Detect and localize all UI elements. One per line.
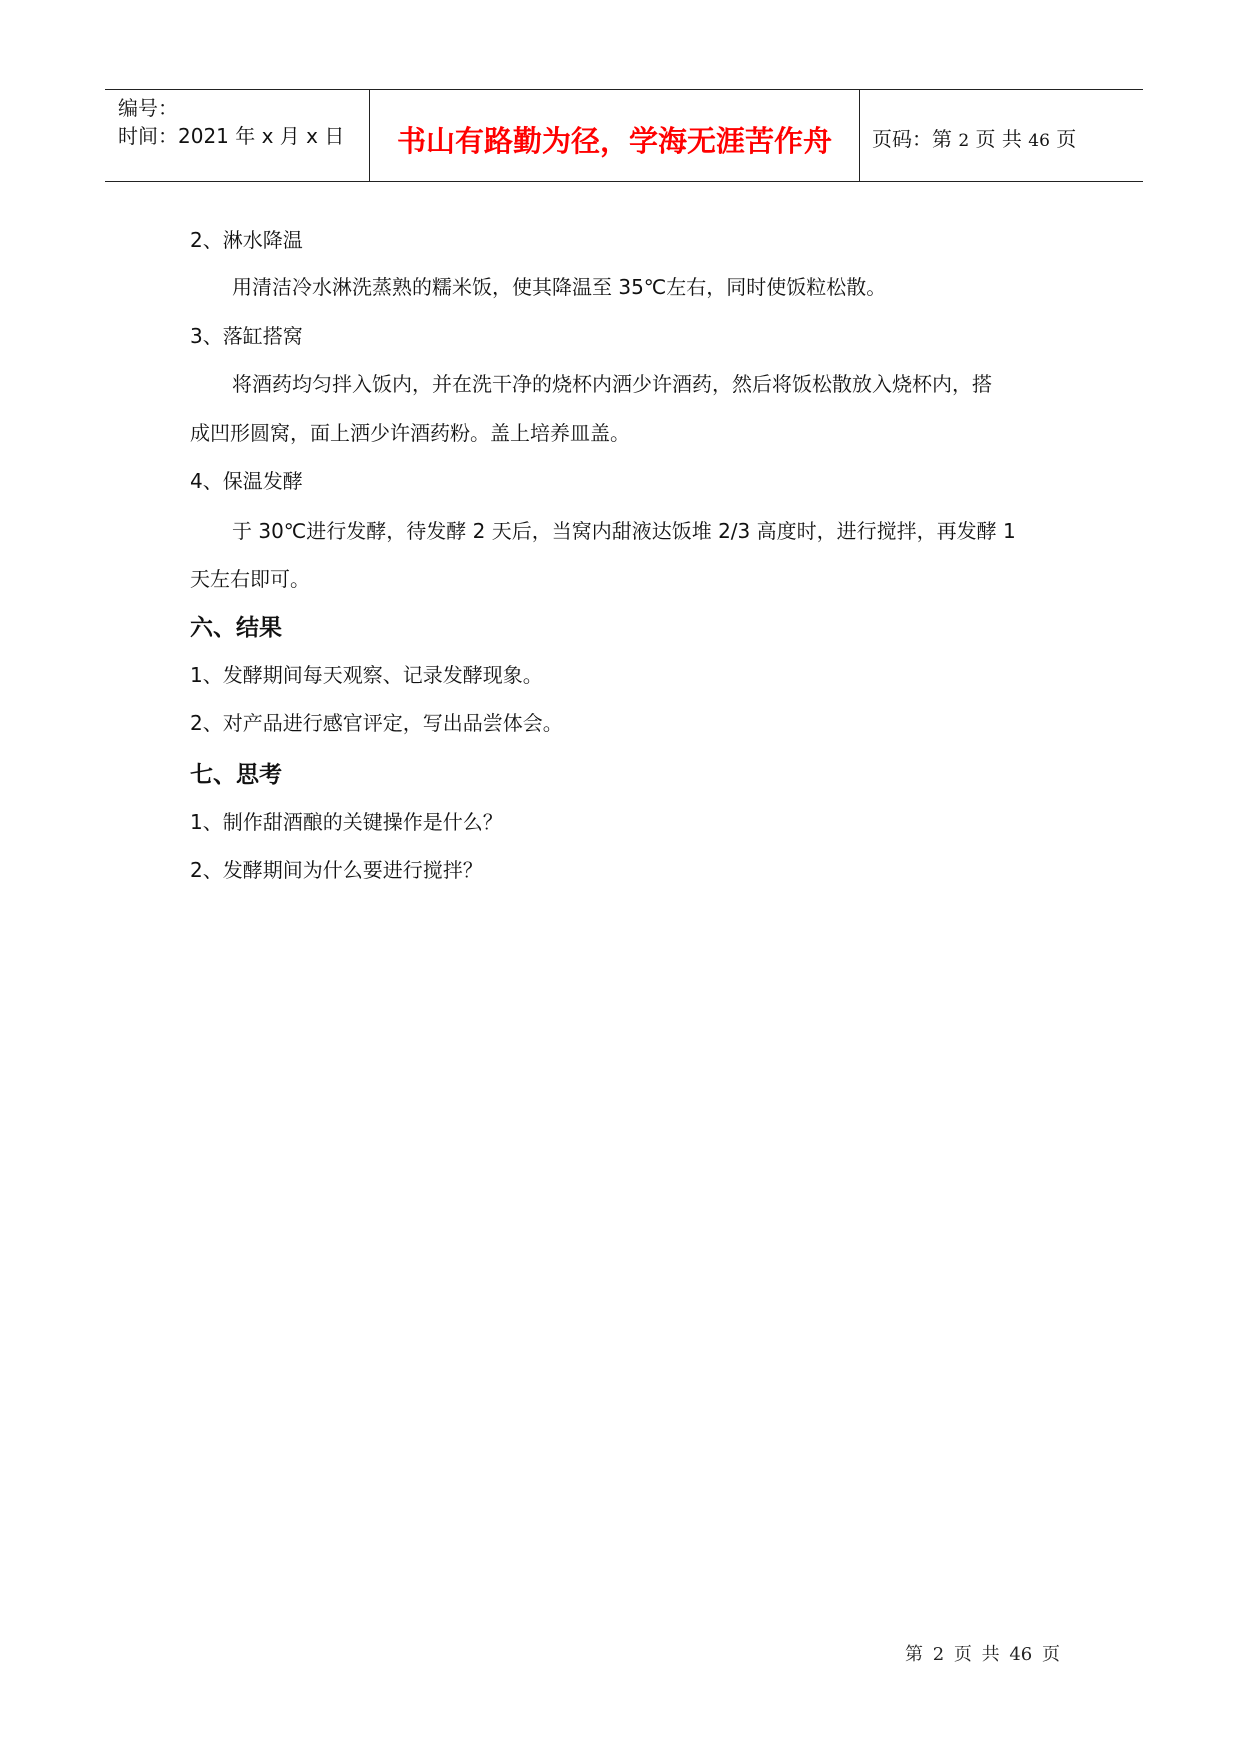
result-item-2: 2、对产品进行感官评定，写出品尝体会。 <box>190 711 563 735</box>
page-mid: 页 共 <box>969 127 1029 151</box>
step4-text-line2: 天左右即可。 <box>190 567 310 591</box>
step2-text: 用清洁冷水淋洗蒸熟的糯米饭，使其降温至 35℃左右，同时使饭粒松散。 <box>232 275 887 299</box>
step3-title: 3、落缸搭窝 <box>190 324 303 348</box>
think-item-1: 1、制作甜酒酿的关键操作是什么？ <box>190 810 503 834</box>
page-footer: 第 2 页 共 46 页 <box>905 1644 1060 1665</box>
step4-text-line1: 于 30℃进行发酵，待发酵 2 天后，当窝内甜液达饭堆 2/3 高度时，进行搅拌，再发酵 1 <box>232 519 1016 543</box>
page-current: 2 <box>958 131 970 151</box>
step4-title: 4、保温发酵 <box>190 469 303 493</box>
page-header <box>105 89 1143 182</box>
header-page-number <box>872 123 1076 152</box>
result-item-1: 1、发酵期间每天观察、记录发酵现象。 <box>190 663 543 687</box>
section6-heading: 六、结果 <box>190 615 282 641</box>
serial-label: 编号： <box>118 96 178 120</box>
step3-text-line2: 成凹形圆窝，面上洒少许酒药粉。盖上培养皿盖。 <box>190 421 630 445</box>
time-label: 时间：2021 年 x 月 x 日 <box>118 124 345 148</box>
header-left-cell <box>105 90 370 181</box>
page-total: 46 <box>1028 131 1050 151</box>
step3-text-line1: 将酒药均匀拌入饭内，并在洗干净的烧杯内洒少许酒药，然后将饭松散放入烧杯内，搭 <box>232 372 992 396</box>
header-motto-cell <box>370 90 860 181</box>
page-suffix: 页 <box>1049 127 1077 151</box>
page-prefix: 页码：第 <box>872 127 959 151</box>
header-page-cell <box>860 90 1143 181</box>
section7-heading: 七、思考 <box>190 762 282 788</box>
think-item-2: 2、发酵期间为什么要进行搅拌？ <box>190 858 483 882</box>
motto: 书山有路勤为径，学海无涯苦作舟 <box>396 124 832 158</box>
step2-title: 2、淋水降温 <box>190 228 303 252</box>
